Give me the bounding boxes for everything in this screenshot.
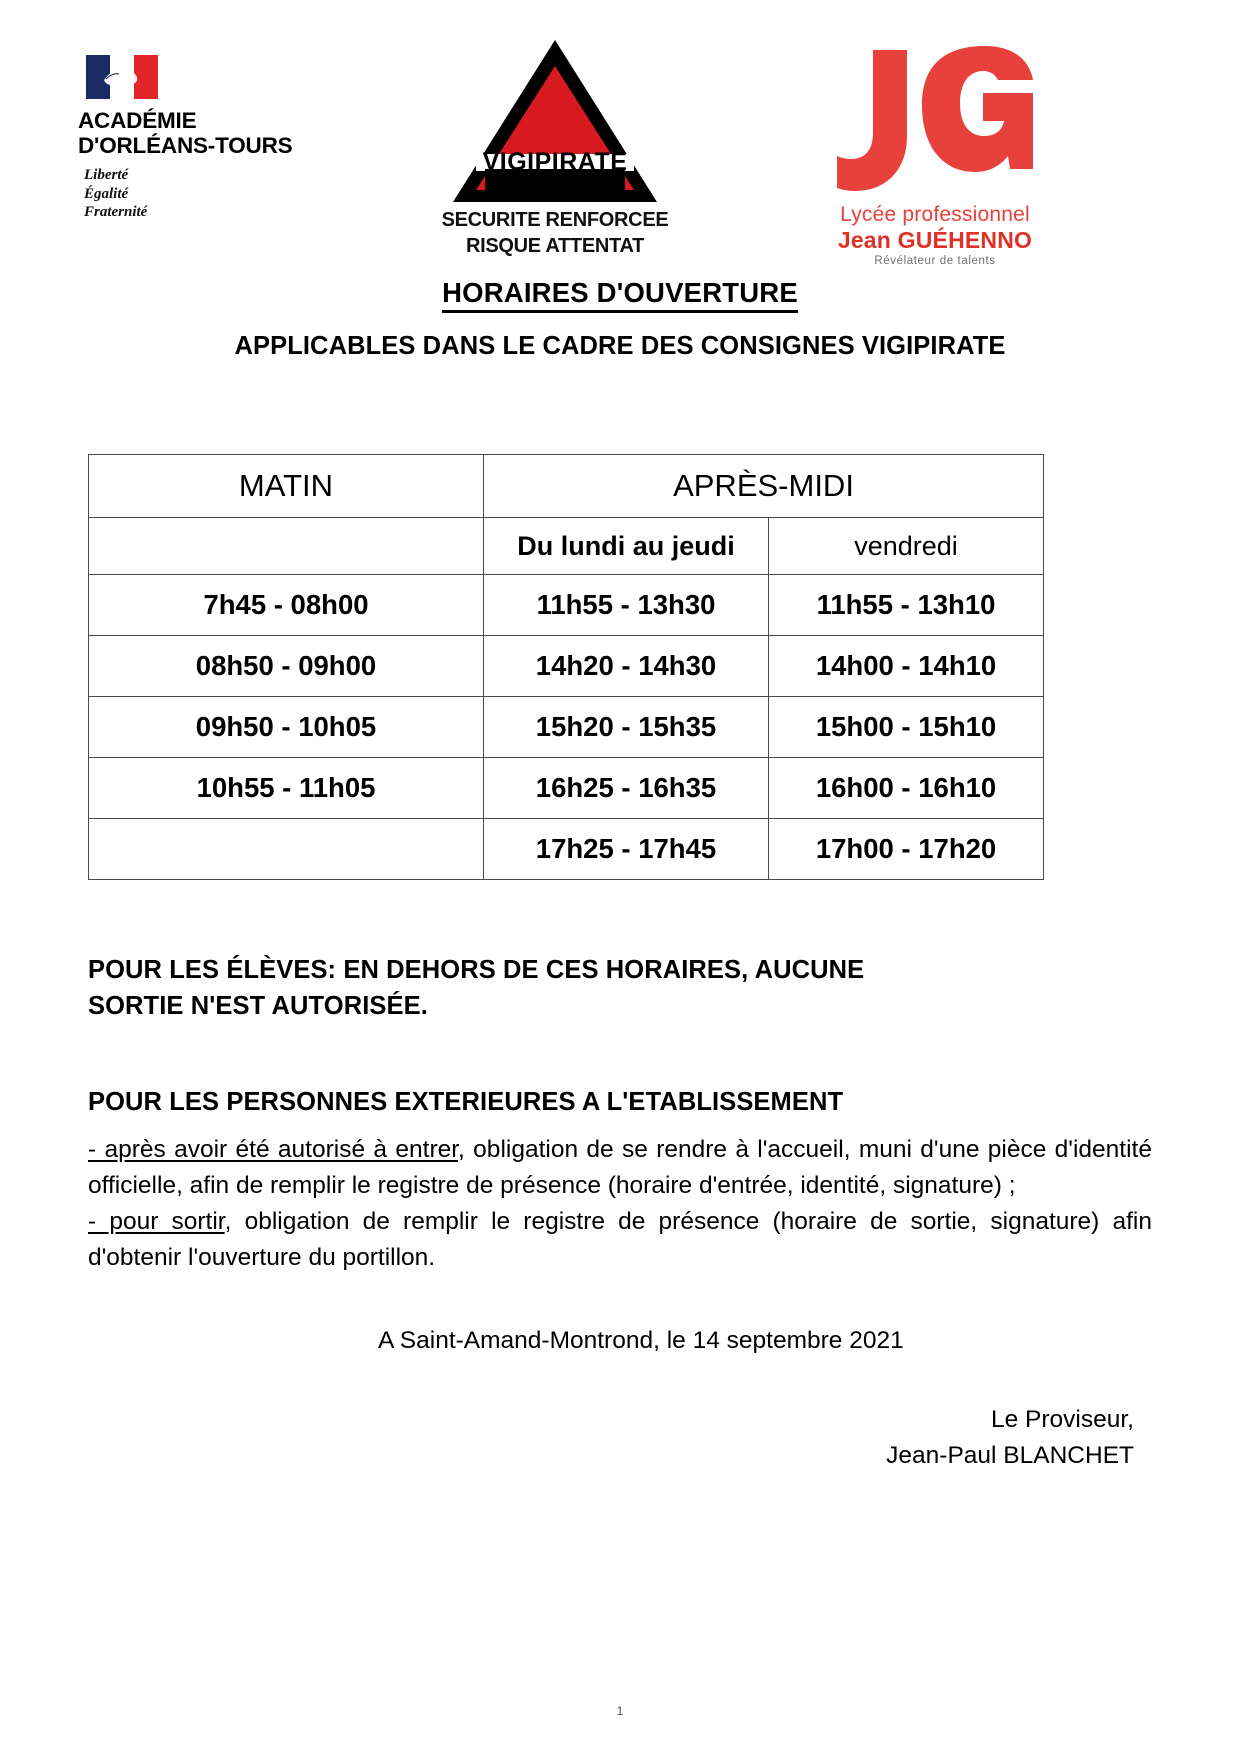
cell-vendredi-3: 15h00 - 15h10	[769, 697, 1044, 758]
academie-name-line2: D'ORLÉANS-TOURS	[78, 133, 293, 158]
marianne-profile-icon	[100, 64, 144, 90]
cell-vendredi-2: 14h00 - 14h10	[769, 636, 1044, 697]
cell-vendredi-1: 11h55 - 13h10	[769, 575, 1044, 636]
cell-vendredi-5: 17h00 - 17h20	[769, 819, 1044, 880]
cell-matin-5	[89, 819, 484, 880]
lycee-jean-guehenno-logo	[820, 38, 1050, 269]
table-row	[89, 819, 1044, 880]
notice-eleves-line1: POUR LES ÉLÈVES: EN DEHORS DE CES HORAIRES, AUCUNE	[88, 956, 865, 984]
signature-name: Jean-Paul BLANCHET	[886, 1442, 1134, 1469]
notice-eleves-line2: SORTIE N'EST AUTORISÉE.	[88, 992, 428, 1020]
cell-vendredi-4: 16h00 - 16h10	[769, 758, 1044, 819]
cell-matin-3: 09h50 - 10h05	[89, 697, 484, 758]
vigipirate-sub-line2: RISQUE ATTENTAT	[465, 235, 645, 257]
header-cell-matin-sub	[89, 518, 484, 575]
signature-title: Le Proviseur,	[991, 1406, 1134, 1433]
table-row	[89, 575, 1044, 636]
notice-eleves	[88, 952, 1152, 1024]
page-subtitle: APPLICABLES DANS LE CADRE DES CONSIGNES VIGIPIRATE	[234, 332, 1006, 360]
devise-liberte: Liberté	[84, 167, 129, 183]
cell-matin-1: 7h45 - 08h00	[89, 575, 484, 636]
place-and-date: A Saint-Amand-Montrond, le 14 septembre 2021	[378, 1327, 904, 1354]
cell-lundi-jeudi-2: 14h20 - 14h30	[484, 636, 769, 697]
devise-egalite: Égalité	[84, 185, 129, 202]
header-cell-lundi-jeudi: Du lundi au jeudi	[484, 518, 769, 575]
cell-matin-4: 10h55 - 11h05	[89, 758, 484, 819]
opening-hours-table	[88, 454, 1044, 880]
page-title-text: HORAIRES D'OUVERTURE	[442, 277, 798, 313]
vigipirate-warning-triangle-icon	[449, 36, 661, 206]
signature-block	[88, 1358, 1152, 1474]
header-cell-matin: MATIN	[89, 455, 484, 518]
academie-orleans-tours-logo	[78, 55, 328, 222]
header-cell-vendredi: vendredi	[769, 518, 1044, 575]
schedule-table-container	[0, 454, 1240, 880]
vigipirate-banner-label: VIGIPIRATE	[482, 148, 628, 176]
notices-section	[0, 952, 1240, 1474]
jg-line-lycee-professionnel: Lycée professionnel	[840, 203, 1030, 226]
notice-entrer-rest: , obligation de se rendre à l'accueil, muni d'une pièce d'identité officielle, afin de remplir le registre de présence (horaire d'entrée, identité, signature) ;	[88, 1136, 1152, 1199]
notice-entrer-paragraph	[88, 1120, 1152, 1276]
page-number: 1	[616, 1704, 624, 1718]
cell-lundi-jeudi-3: 15h20 - 15h35	[484, 697, 769, 758]
jg-monogram-icon	[837, 38, 1033, 203]
cell-matin-2: 08h50 - 09h00	[89, 636, 484, 697]
notice-sortir-rest: , obligation de remplir le registre de présence (horaire de sortie, signature) afin d'obtenir l'ouverture du portillon.	[88, 1208, 1152, 1271]
notice-entrer-underlined: - après avoir été autorisé à entrer	[88, 1136, 459, 1163]
table-row	[89, 697, 1044, 758]
academie-name-line1: ACADÉMIE	[78, 108, 197, 133]
table-row	[89, 758, 1044, 819]
cell-lundi-jeudi-4: 16h25 - 16h35	[484, 758, 769, 819]
header-logo-band	[0, 0, 1240, 265]
table-header-row-sub	[89, 518, 1044, 575]
cell-lundi-jeudi-5: 17h25 - 17h45	[484, 819, 769, 880]
notice-sortir-underlined: - pour sortir	[88, 1208, 225, 1235]
page-title	[0, 265, 1240, 309]
french-marianne-flag-icon	[86, 55, 158, 99]
vigipirate-sub-line1: SECURITE RENFORCEE	[441, 209, 669, 231]
jg-line-jean-guehenno: Jean GUÉHENNO	[837, 227, 1033, 253]
table-row	[89, 636, 1044, 697]
cell-lundi-jeudi-1: 11h55 - 13h30	[484, 575, 769, 636]
jg-tagline-revelateur-de-talents: Révélateur de talents	[874, 255, 996, 267]
devise-fraternite: Fraternité	[84, 204, 148, 220]
table-header-row-main	[89, 455, 1044, 518]
vigipirate-logo	[440, 36, 670, 258]
notice-personnes-exterieures-title: POUR LES PERSONNES EXTERIEURES A L'ETABLISSEMENT	[88, 1088, 844, 1116]
header-cell-apres-midi: APRÈS-MIDI	[484, 455, 1044, 518]
